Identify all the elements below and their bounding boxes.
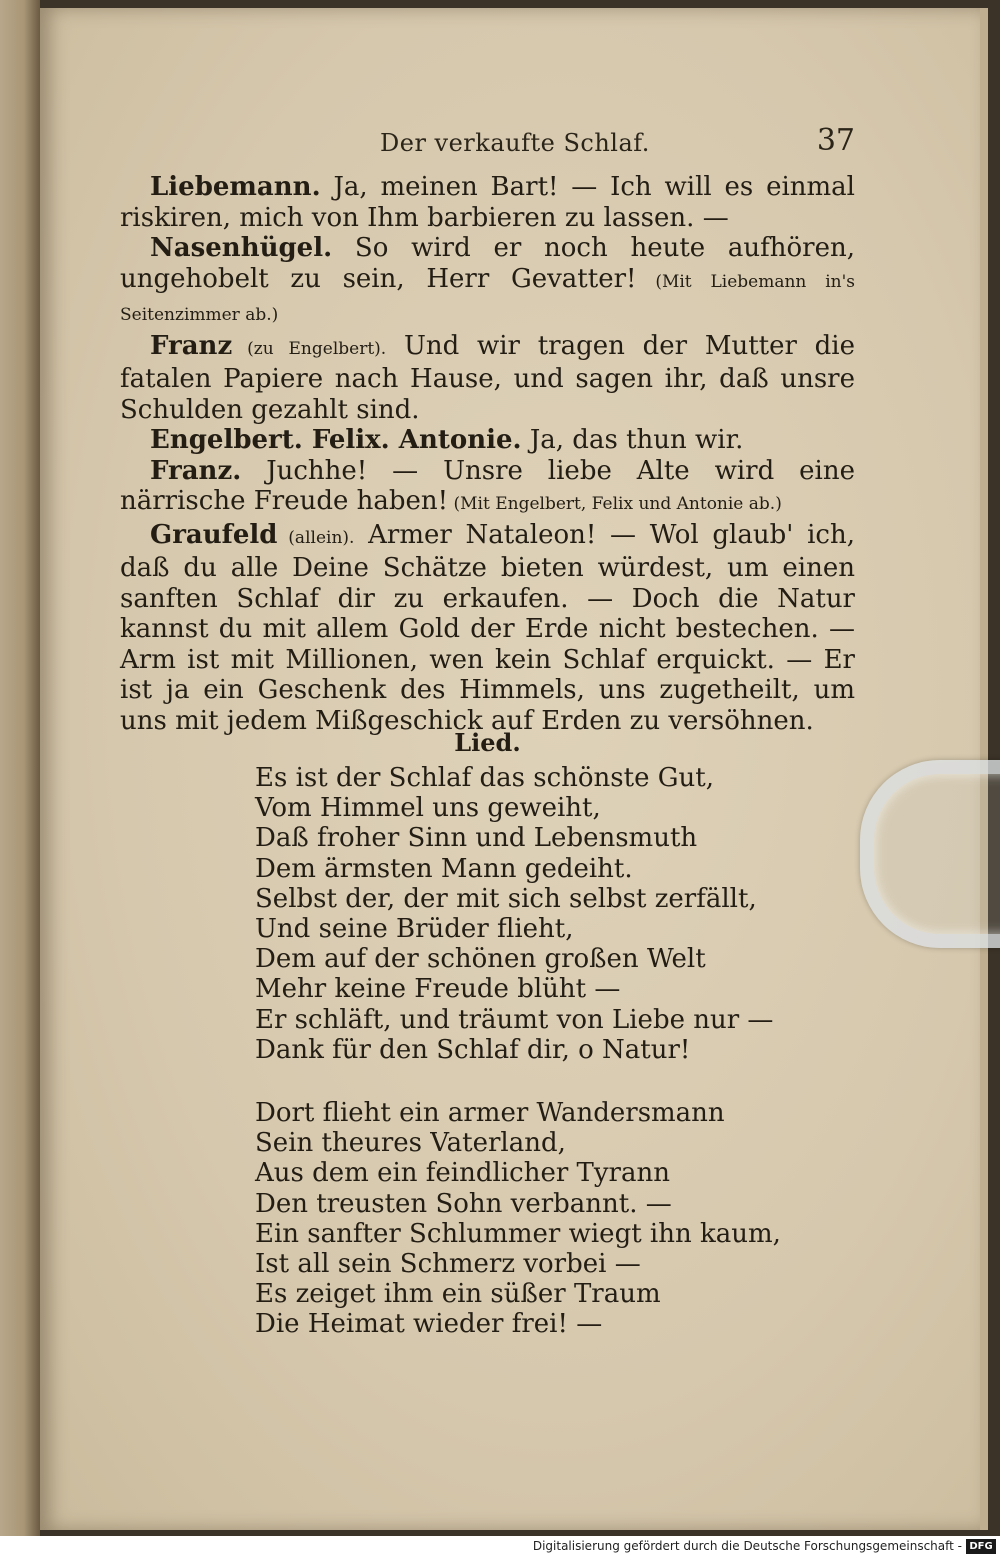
verse-line: Und seine Brüder flieht,: [255, 914, 574, 945]
verse-line: Ein sanfter Schlummer wiegt ihn kaum,: [255, 1218, 781, 1249]
verse-line: Dank für den Schlaf dir, o Natur!: [255, 1034, 691, 1065]
speech-text: Armer Nataleon! — Wol glaub' ich, daß du alle Deine Schätze bieten würdest, um einen sanften Schlaf dir zu erkaufen. — Doch die Natur kannst du mit allem Gold der Erde nicht bestechen. — Arm ist mit Millionen, wen kein Schlaf erquickt. — Er ist ja ein Geschenk des Himmels, uns zugetheilt, um uns mit jedem Mißgeschick auf Erden zu versöhnen.: [120, 519, 856, 736]
speech-text: Und wir tragen der Mutter die fatalen Papiere nach Hause, und sagen ihr, daß unsre Schulden gezahlt sind.: [120, 330, 855, 425]
speaker-name: Franz.: [150, 455, 242, 486]
song-title: Lied.: [454, 728, 521, 757]
verse-line: Vom Himmel uns geweiht,: [255, 793, 601, 824]
speech-text: Ja, das thun wir.: [521, 425, 744, 455]
dialogue-paragraph: [120, 331, 855, 426]
verse-line: Dem auf der schönen großen Welt: [255, 944, 706, 975]
verse-line: Dem ärmsten Mann gedeiht.: [255, 853, 633, 884]
stage-direction: (zu Engelbert).: [232, 338, 387, 359]
speech-text: So wird er noch heute aufhören, ungehobelt zu sein, Herr Gevatter!: [120, 233, 855, 294]
verse-line: Es zeiget ihm ein süßer Traum: [255, 1279, 661, 1310]
speaker-name: Graufeld: [150, 519, 278, 550]
verse-line: Die Heimat wieder frei! —: [255, 1309, 603, 1340]
dialogue-paragraph: [120, 172, 855, 233]
page-number: 37: [816, 123, 855, 158]
speech-text: Ja, meinen Bart! — Ich will es einmal riskiren, mich von Ihm barbieren zu lassen. —: [120, 172, 855, 233]
song-stanza-1: [255, 763, 815, 1065]
facing-page-edge: [0, 0, 40, 1536]
verse-line: Mehr keine Freude blüht —: [255, 974, 621, 1005]
speaker-name: Liebemann.: [150, 172, 321, 202]
verse-line: Aus dem ein feindlicher Tyrann: [255, 1158, 670, 1189]
verse-line: Dort flieht ein armer Wandersmann: [255, 1098, 725, 1128]
funding-note: Digitalisierung gefördert durch die Deutsche Forschungsgemeinschaft -: [532, 1539, 962, 1553]
page-clip: [860, 760, 1000, 948]
running-title: Der verkaufte Schlaf.: [380, 129, 650, 157]
speaker-name: Franz: [150, 330, 233, 361]
verse-line: Er schläft, und träumt von Liebe nur —: [255, 1004, 774, 1035]
speech-text: Juchhe! — Unsre liebe Alte wird eine närrische Freude haben!: [120, 455, 855, 516]
stage-direction: (allein).: [277, 527, 355, 548]
dialogue-paragraph: [120, 425, 855, 456]
dialogue-paragraph: [120, 520, 855, 737]
speaker-name: Nasenhügel.: [150, 233, 333, 263]
verse-line: Ist all sein Schmerz vorbei —: [255, 1249, 641, 1280]
stage-direction: (Mit Engelbert, Felix und Antonie ab.): [448, 494, 782, 514]
dfg-logo: DFG: [966, 1539, 996, 1554]
page-header: [120, 125, 855, 165]
dialogue-paragraph: [120, 233, 855, 331]
verse-line: Den treusten Sohn verbannt. —: [255, 1188, 672, 1219]
verse-line: Es ist der Schlaf das schönste Gut,: [255, 763, 714, 793]
dialogue-text: [120, 172, 855, 736]
verse-line: Selbst der, der mit sich selbst zerfällt,: [255, 883, 757, 914]
song-stanza-2: [255, 1098, 815, 1340]
verse-line: Daß froher Sinn und Lebensmuth: [255, 823, 698, 854]
stage-direction: (Mit Liebemann in's Seitenzimmer ab.): [120, 271, 856, 325]
dialogue-paragraph: [120, 456, 855, 520]
verse-line: Sein theures Vaterland,: [255, 1128, 566, 1159]
speaker-name: Engelbert. Felix. Antonie.: [150, 425, 522, 455]
digitization-footer: [0, 1536, 1000, 1558]
